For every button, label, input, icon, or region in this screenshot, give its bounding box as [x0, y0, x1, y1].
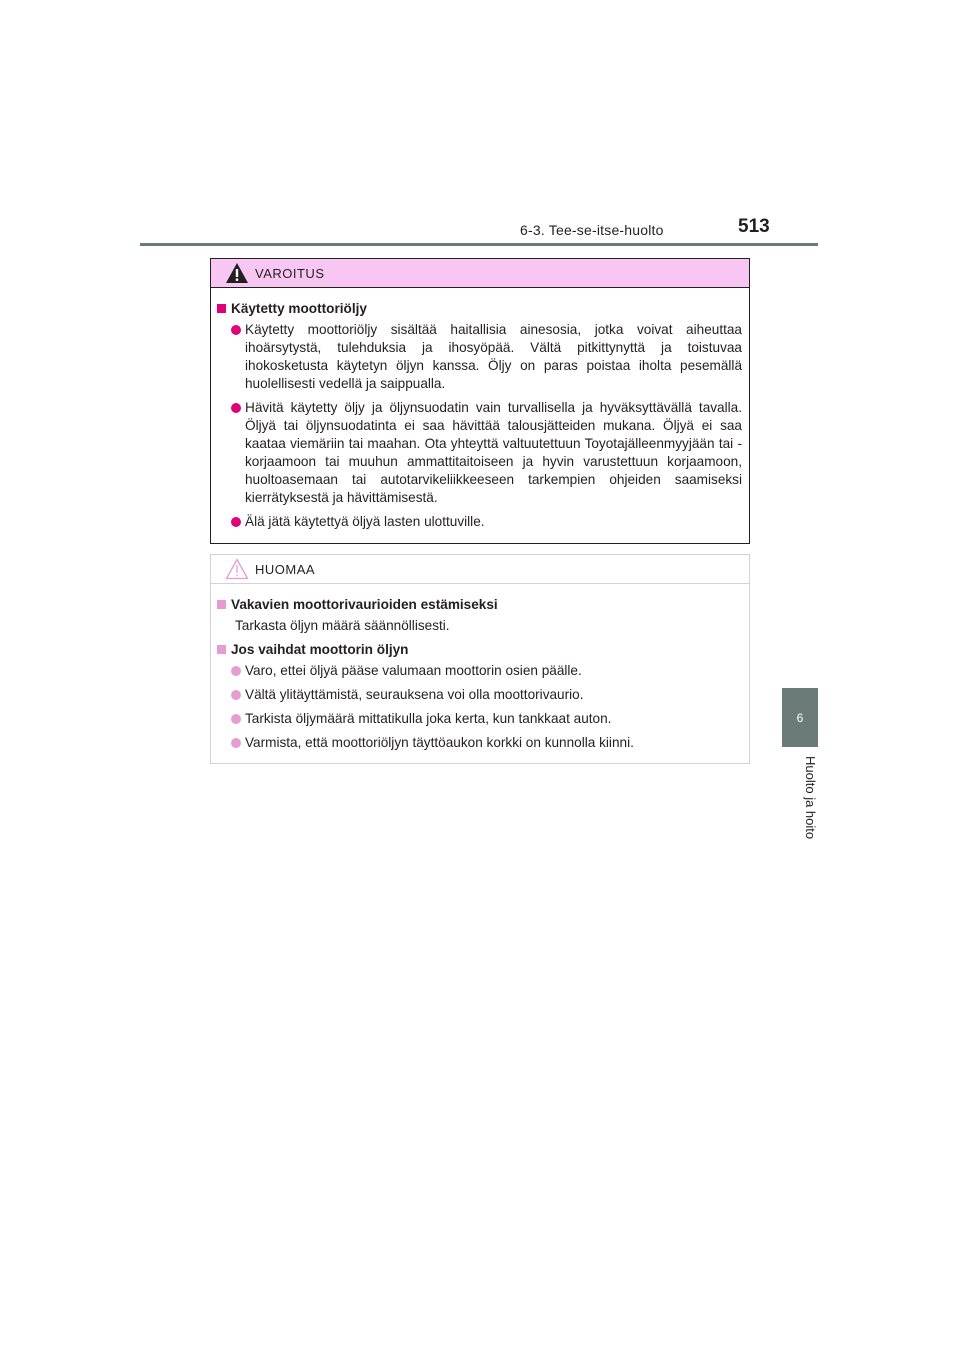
header-rule	[140, 243, 818, 246]
notice-header	[211, 555, 749, 584]
notice-box	[210, 554, 750, 764]
notice-bullet: Varmista, että moottoriöljyn täyttöaukon korkki on kunnolla kiinni.	[231, 734, 742, 752]
dot-bullet-icon	[231, 714, 241, 724]
dot-bullet-icon	[231, 403, 241, 413]
notice-bullet: Tarkista öljymäärä mittatikulla joka kerta, kun tankkaat auton.	[231, 710, 742, 728]
dot-bullet-icon	[231, 517, 241, 527]
warning-bullet: Käytetty moottoriöljy sisältää haitallisia ainesosia, jotka voivat aiheuttaa ihoärsytystä, tulehduksia ja ihosyöpää. Vältä pitkittynyttä ja toistuvaa ihokosketusta käytetyn öljyn kanssa. Öljy on paras poistaa iholta pesemällä huolellisesti vedellä ja saippualla.	[231, 321, 742, 393]
square-bullet-icon	[217, 304, 226, 313]
warning-section-title: Käytetty moottoriöljy	[217, 300, 742, 318]
notice-text: Tarkasta öljyn määrä säännöllisesti.	[235, 618, 450, 633]
warning-triangle-icon	[225, 262, 249, 284]
dot-bullet-icon	[231, 666, 241, 676]
notice-body	[211, 584, 749, 752]
square-bullet-icon	[217, 645, 226, 654]
notice-label: HUOMAA	[255, 561, 316, 577]
warning-section	[217, 300, 742, 531]
running-header-section: 6-3. Tee-se-itse-huolto	[520, 222, 664, 238]
square-bullet-icon	[217, 600, 226, 609]
caution-triangle-icon	[225, 558, 249, 580]
notice-section	[217, 596, 742, 635]
warning-body	[211, 288, 749, 531]
warning-label: VAROITUS	[255, 265, 325, 281]
warning-header	[211, 259, 749, 288]
chapter-tab: 6	[782, 688, 818, 747]
notice-section	[217, 641, 742, 752]
notice-section-title: Jos vaihdat moottorin öljyn	[217, 641, 742, 659]
notice-section-title: Vakavien moottorivaurioiden estämiseksi	[217, 596, 742, 614]
warning-box	[210, 258, 750, 544]
dot-bullet-icon	[231, 738, 241, 748]
warning-bullet: Älä jätä käytettyä öljyä lasten ulottuville.	[231, 513, 742, 531]
dot-bullet-icon	[231, 325, 241, 335]
chapter-title: Huolto ja hoito	[803, 756, 818, 840]
warning-bullet: Hävitä käytetty öljy ja öljynsuodatin vain turvallisella ja hyväksyttävällä tavalla. Öljyä tai öljynsuodatinta ei saa hävittää talousjätteiden mukana. Öljyä ei saa kaataa viemäriin tai maahan. Ota yhteyttä valtuutettuun Toyotajälleenmyyjään tai -korjaamoon tai muuhun ammattitaitoiseen ja hyvin varustettuun korjaamoon, huoltoasemaan tai autotarvikeliikkeeseen tarkempien ohjeiden saamiseksi kierrätyksestä ja hävittämisestä.	[231, 399, 742, 507]
notice-bullet: Vältä ylitäyttämistä, seurauksena voi olla moottorivaurio.	[231, 686, 742, 704]
dot-bullet-icon	[231, 690, 241, 700]
page-number: 513	[738, 216, 770, 237]
notice-bullet: Varo, ettei öljyä pääse valumaan moottorin osien päälle.	[231, 662, 742, 680]
